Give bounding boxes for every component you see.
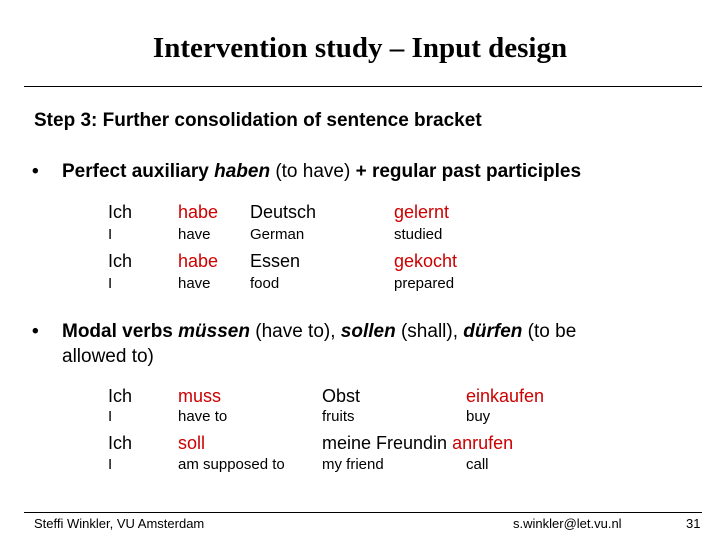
- example-modal: soll: [178, 433, 206, 453]
- example-gloss: buy: [466, 408, 491, 425]
- example-gloss: am supposed to: [178, 456, 285, 473]
- example-gloss: call: [466, 456, 489, 473]
- example-gloss: food: [250, 275, 280, 292]
- bullet-gloss: (to be: [522, 321, 577, 342]
- bullet-keyword: müssen: [178, 321, 250, 342]
- example-participle: gekocht: [394, 251, 458, 271]
- footer-email: s.winkler@let.vu.nl: [513, 516, 622, 531]
- bullet-icon: •: [32, 321, 39, 342]
- example-participle: gelernt: [394, 202, 450, 222]
- example-phrase: [322, 433, 513, 454]
- title-divider: [24, 86, 702, 87]
- example-gloss: my friend: [322, 456, 384, 473]
- example-word: Ich: [108, 251, 133, 271]
- footer-author: Steffi Winkler, VU Amsterdam: [34, 516, 205, 531]
- example-word: Ich: [108, 386, 133, 406]
- bullet-gloss: (have to),: [249, 321, 341, 342]
- bullet-continuation: allowed to): [62, 346, 154, 367]
- example-gloss: I: [108, 408, 113, 425]
- bullet-keyword: dürfen: [463, 321, 523, 342]
- example-gloss: I: [108, 275, 113, 292]
- step-heading: Step 3: Further consolidation of sentence bracket: [34, 110, 482, 131]
- example-gloss: I: [108, 226, 113, 243]
- bullet-icon: •: [32, 161, 39, 182]
- example-word: Obst: [322, 386, 361, 406]
- example-modal: muss: [178, 386, 222, 406]
- page-number: 31: [686, 516, 701, 531]
- example-infinitive: einkaufen: [466, 386, 545, 406]
- example-gloss: I: [108, 456, 113, 473]
- example-word: Ich: [108, 202, 133, 222]
- example-gloss: have: [178, 226, 211, 243]
- footer-divider: [24, 512, 702, 513]
- slide-title: Intervention study – Input design: [152, 32, 568, 64]
- example-word: Essen: [250, 251, 301, 271]
- bullet-text: Modal verbs: [62, 321, 179, 342]
- example-gloss: studied: [394, 226, 443, 243]
- bullet-modal-verbs: [32, 321, 576, 343]
- example-gloss: German: [250, 226, 305, 243]
- bullet-keyword: haben: [214, 161, 271, 182]
- bullet-gloss: (shall),: [395, 321, 464, 342]
- bullet-text: Perfect auxiliary: [62, 161, 215, 182]
- example-word: Ich: [108, 433, 133, 453]
- bullet-keyword: sollen: [340, 321, 396, 342]
- bullet-perfect-auxiliary: [32, 161, 581, 183]
- example-word: meine Freundin: [322, 433, 453, 453]
- example-verb: habe: [178, 202, 219, 222]
- example-gloss: have: [178, 275, 211, 292]
- example-word: Deutsch: [250, 202, 317, 222]
- example-gloss: have to: [178, 408, 228, 425]
- example-infinitive: anrufen: [452, 433, 514, 453]
- bullet-gloss: (to have): [270, 161, 356, 182]
- example-gloss: fruits: [322, 408, 355, 425]
- example-verb: habe: [178, 251, 219, 271]
- bullet-text: + regular past participles: [355, 161, 582, 182]
- example-gloss: prepared: [394, 275, 455, 292]
